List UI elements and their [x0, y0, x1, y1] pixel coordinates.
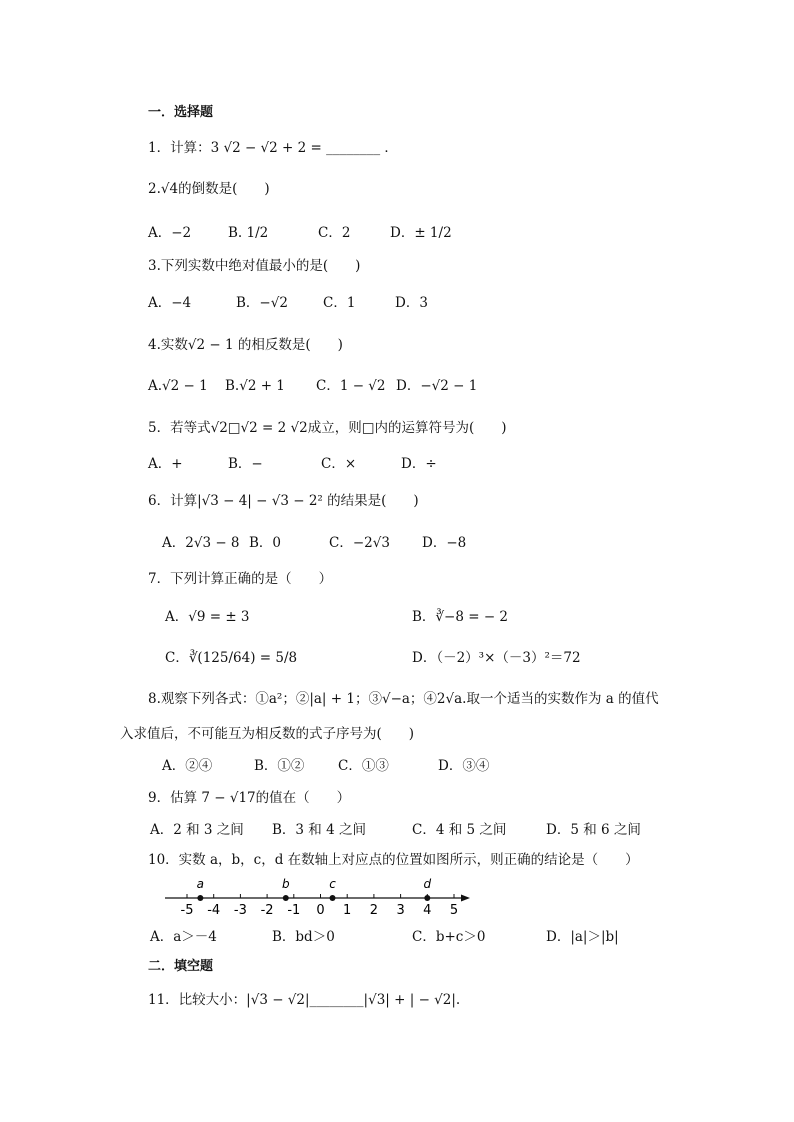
- number-line-point-c: [330, 895, 336, 901]
- number-line-point-a: [197, 895, 203, 901]
- q3-option-b: B．−√2: [236, 295, 288, 311]
- q4-option-b: B.√2 + 1: [225, 378, 285, 394]
- q5-option-c: C．×: [321, 456, 357, 472]
- number-line-tick-label: -3: [233, 903, 247, 918]
- q9-option-a: A．2 和 3 之间: [150, 822, 244, 838]
- q4-option-d: D．−√2 − 1: [396, 378, 478, 394]
- number-line-point-label-c: c: [329, 877, 336, 891]
- number-line-point-b: [283, 895, 289, 901]
- number-line-tick-label: 5: [449, 903, 459, 918]
- number-line-figure: [160, 870, 480, 920]
- section-choice-heading: 一．选择题: [148, 105, 214, 120]
- q9-option-d: D．5 和 6 之间: [546, 822, 641, 838]
- number-line-arrow: [461, 895, 470, 902]
- question-8-line-2: 入求值后，不可能互为相反数的式子序号为( ): [120, 726, 415, 742]
- number-line-point-d: [424, 895, 430, 901]
- question-11: 11．比较大小：|√3 − √2|________|√3| + | − √2|.: [148, 992, 461, 1008]
- q7-option-d: D．（－2）³×（－3）²＝72: [412, 650, 581, 666]
- number-line-point-label-b: b: [281, 877, 290, 891]
- question-7: 7．下列计算正确的是（ ）: [148, 571, 333, 587]
- number-line-tick-label: -1: [287, 903, 301, 918]
- q3-option-a: A．−4: [148, 295, 192, 311]
- number-line-tick-label: 0: [316, 903, 325, 918]
- q9-option-b: B．3 和 4 之间: [272, 822, 366, 838]
- q6-option-c: C．−2√3: [329, 535, 390, 551]
- number-line-point-label-a: a: [196, 877, 205, 891]
- q7-option-b: B．∛−8 = − 2: [412, 609, 509, 625]
- question-9: 9．估算 7 − √17的值在（ ）: [148, 790, 351, 806]
- q6-option-a: A．2√3 − 8: [162, 535, 240, 551]
- number-line-tick-label: -2: [260, 903, 274, 918]
- question-4: 4.实数√2 − 1 的相反数是( ): [148, 337, 343, 353]
- q5-option-b: B．−: [228, 456, 263, 472]
- section-fill-heading: 二．填空题: [148, 959, 214, 974]
- q8-option-c: C．①③: [338, 758, 389, 774]
- q8-option-d: D．③④: [438, 758, 490, 774]
- q4-option-c: C．1 − √2: [316, 378, 386, 394]
- question-3: 3.下列实数中绝对值最小的是( ): [148, 258, 361, 274]
- q2-option-c: C．2: [318, 225, 351, 241]
- q10-option-b: B．bd＞0: [272, 929, 335, 945]
- number-line-tick-label: -4: [207, 903, 221, 918]
- q10-option-c: C．b+c＞0: [412, 929, 486, 945]
- q3-option-c: C．1: [323, 295, 356, 311]
- number-line-tick-label: 1: [343, 903, 352, 918]
- q7-option-c: C．∛(125/64) = 5/8: [165, 650, 298, 666]
- q7-option-a: A．√9 = ± 3: [165, 609, 250, 625]
- question-2: 2.√4的倒数是( ): [148, 181, 270, 197]
- q5-option-a: A．+: [148, 456, 183, 472]
- q5-option-d: D．÷: [401, 456, 437, 472]
- number-line-tick-label: 3: [396, 903, 405, 918]
- question-10: 10．实数 a，b，c，d 在数轴上对应点的位置如图所示，则正确的结论是（ ）: [148, 852, 639, 868]
- question-8-line-1: 8.观察下列各式：①a²；②|a| + 1；③√−a；④2√a.取一个适当的实数作为 a 的值代: [148, 691, 659, 707]
- q6-option-b: B．0: [249, 535, 282, 551]
- q4-option-a: A.√2 − 1: [148, 378, 208, 394]
- q9-option-c: C．4 和 5 之间: [412, 822, 507, 838]
- question-1: 1．计算：3 √2 − √2 + 2 = ________ ．: [148, 140, 398, 156]
- q10-option-a: A．a＞－4: [150, 929, 217, 945]
- q3-option-d: D．3: [395, 295, 428, 311]
- q10-option-d: D．|a|＞|b|: [546, 929, 619, 945]
- question-6: 6．计算|√3 − 4| − √3 − 2² 的结果是( ): [148, 493, 419, 509]
- q8-option-a: A．②④: [162, 758, 213, 774]
- q2-option-d: D．± 1/2: [390, 225, 452, 241]
- number-line-tick-label: 4: [423, 903, 432, 918]
- number-line-tick-label: 2: [369, 903, 379, 918]
- q8-option-b: B．①②: [254, 758, 305, 774]
- number-line-point-label-d: d: [423, 877, 432, 891]
- question-5: 5．若等式√2□√2 = 2 √2成立，则□内的运算符号为( ): [148, 420, 507, 436]
- q6-option-d: D．−8: [422, 535, 467, 551]
- q2-option-b: B. 1/2: [228, 225, 269, 241]
- q2-option-a: A．−2: [148, 225, 192, 241]
- number-line-tick-label: -5: [180, 903, 194, 918]
